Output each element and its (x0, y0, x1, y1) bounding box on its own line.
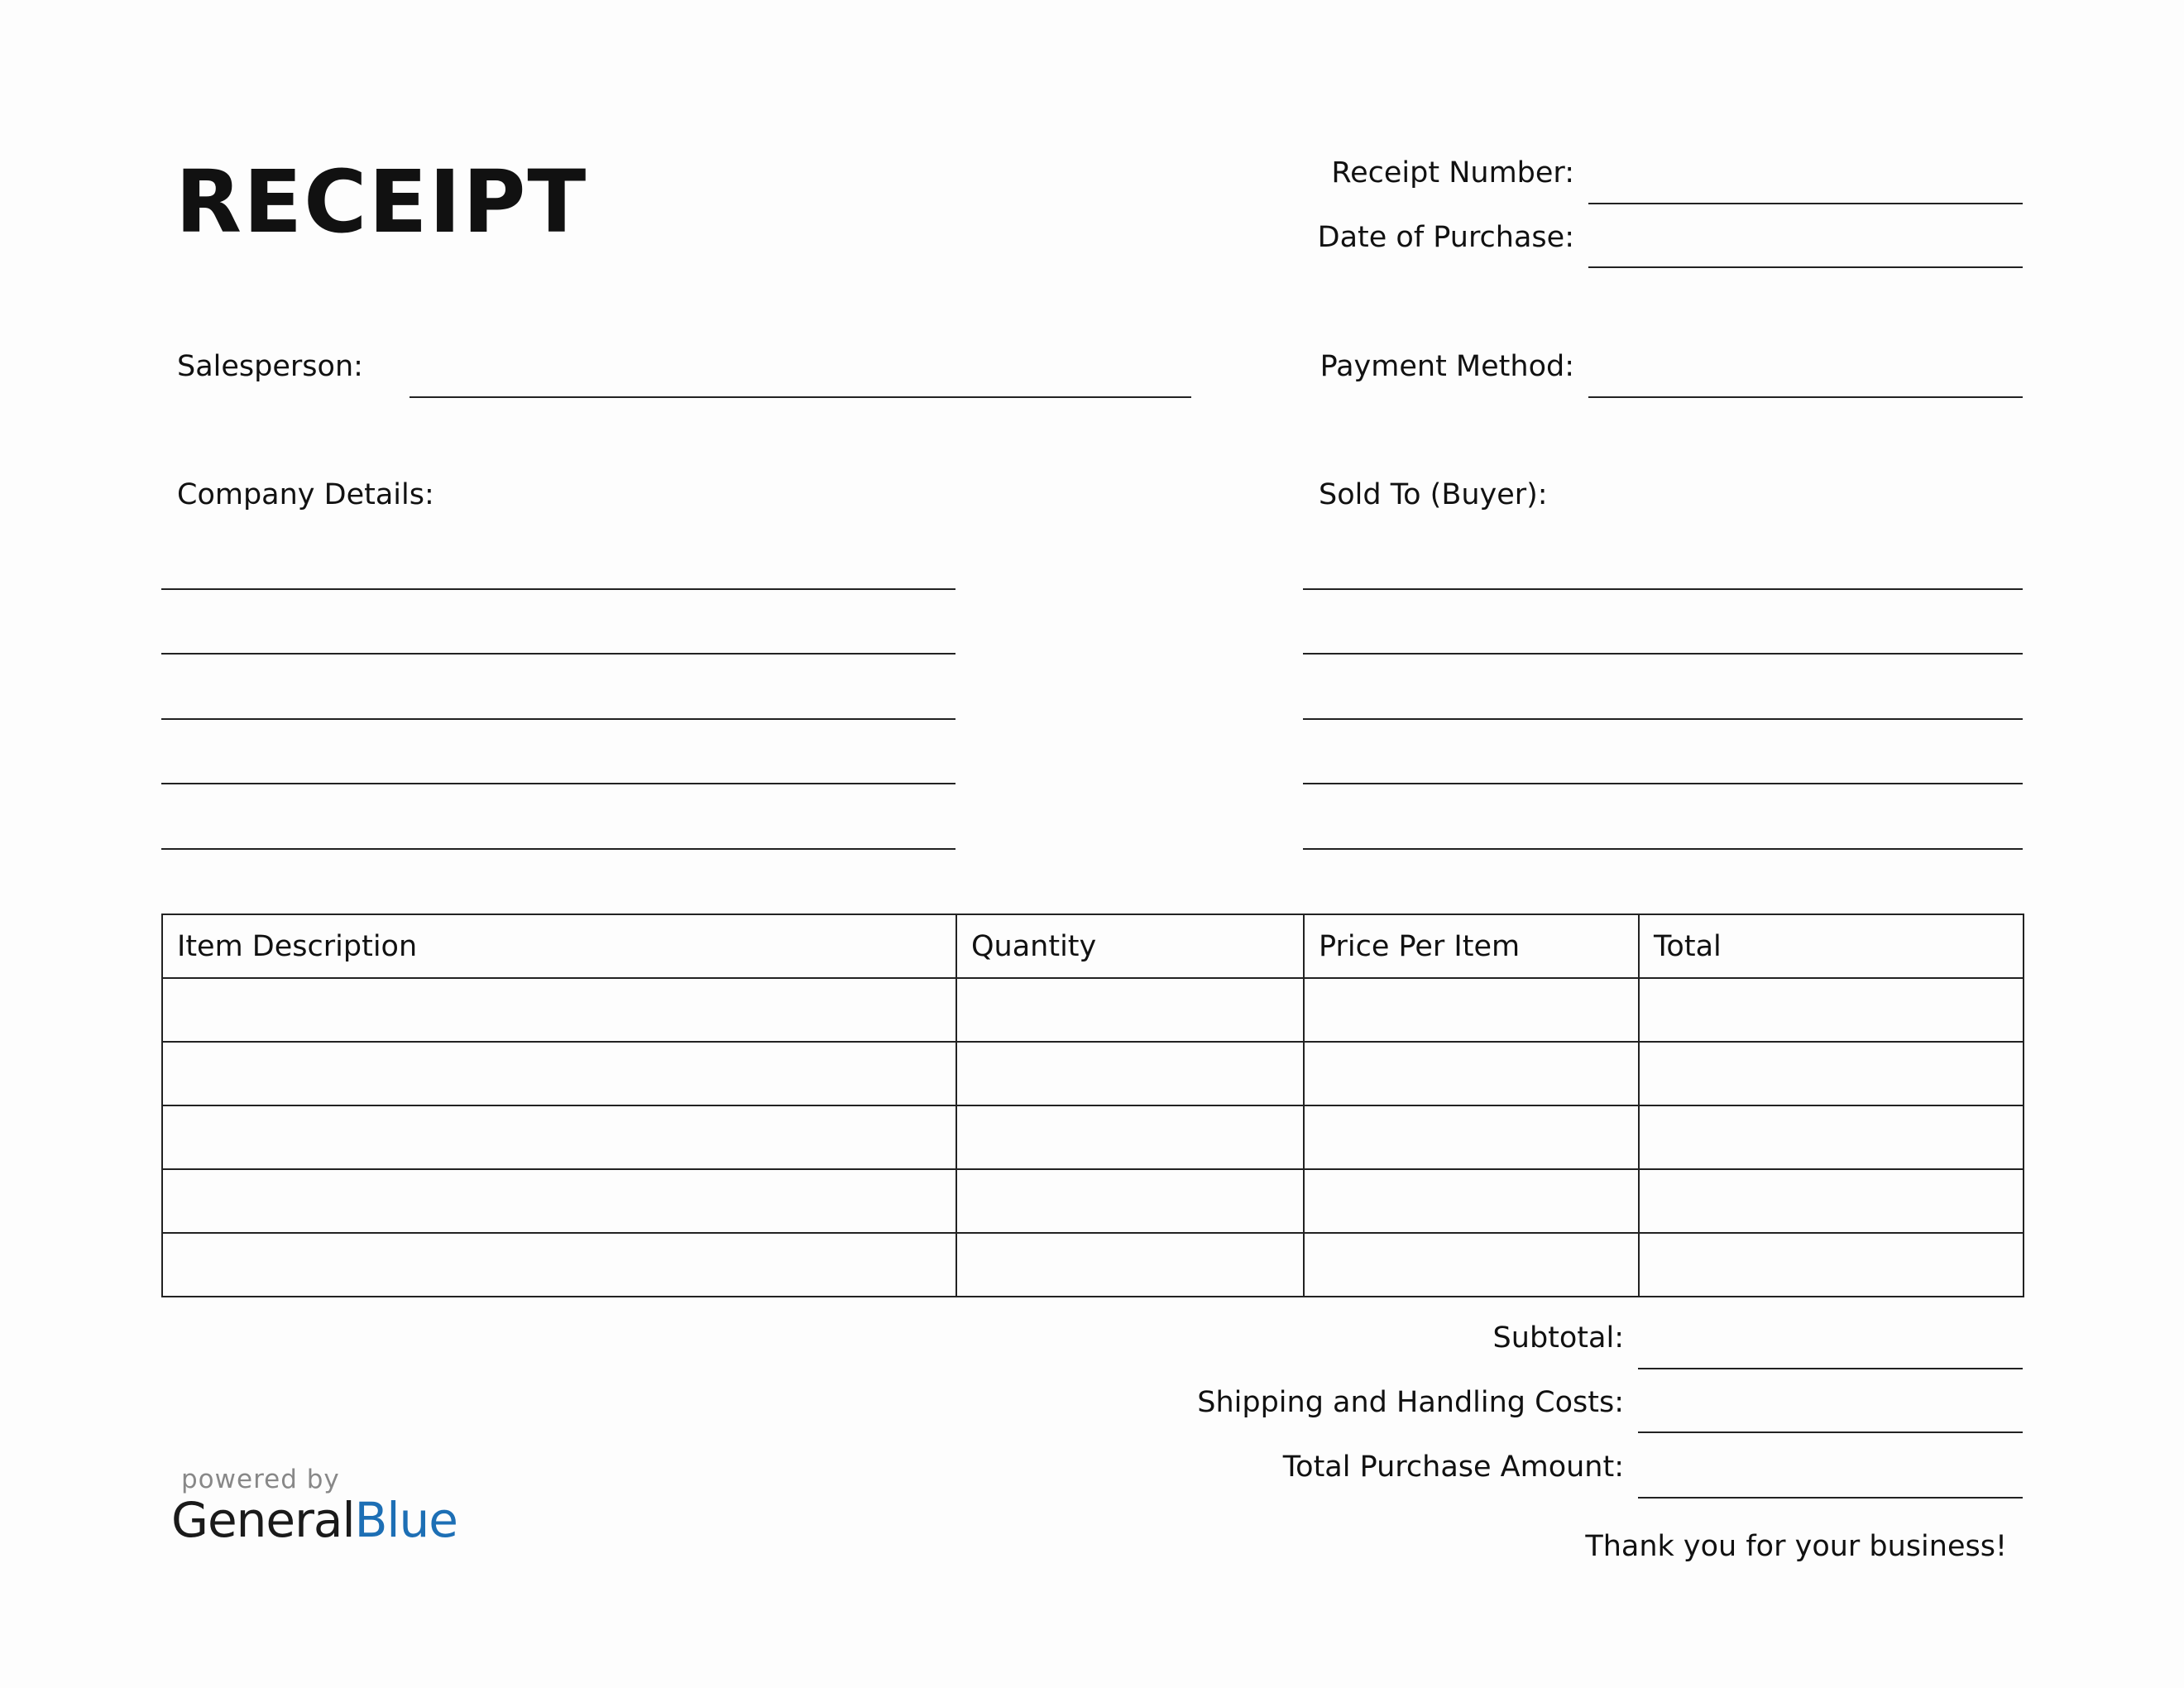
company-details-line[interactable] (161, 783, 956, 784)
total-cell[interactable] (1639, 1105, 2024, 1169)
company-details-label: Company Details: (177, 478, 434, 511)
quantity-cell[interactable] (956, 1042, 1304, 1105)
total-purchase-field[interactable] (1638, 1497, 2023, 1499)
shipping-field[interactable] (1638, 1431, 2023, 1433)
table-row (162, 1042, 2024, 1105)
generalblue-logo (171, 1492, 457, 1548)
company-details-line[interactable] (161, 653, 956, 655)
sold-to-label: Sold To (Buyer): (1319, 478, 1548, 511)
total-cell[interactable] (1639, 1233, 2024, 1297)
column-header-price-per-item: Price Per Item (1304, 914, 1639, 978)
quantity-cell[interactable] (956, 1105, 1304, 1169)
date-of-purchase-label: Date of Purchase: (1317, 221, 1574, 254)
column-header-total: Total (1639, 914, 2024, 978)
price-cell[interactable] (1304, 1105, 1639, 1169)
price-cell[interactable] (1304, 978, 1639, 1042)
table-row (162, 1169, 2024, 1233)
powered-by-text: powered by (181, 1465, 340, 1494)
table-header-row (162, 914, 2024, 978)
price-cell[interactable] (1304, 1233, 1639, 1297)
quantity-cell[interactable] (956, 1169, 1304, 1233)
payment-method-label: Payment Method: (1320, 350, 1574, 383)
buyer-details-line[interactable] (1303, 588, 2023, 590)
table-row (162, 1105, 2024, 1169)
company-details-line[interactable] (161, 718, 956, 720)
quantity-cell[interactable] (956, 978, 1304, 1042)
subtotal-field[interactable] (1638, 1368, 2023, 1369)
page-title: RECEIPT (175, 151, 588, 252)
price-cell[interactable] (1304, 1169, 1639, 1233)
company-details-line[interactable] (161, 848, 956, 850)
quantity-cell[interactable] (956, 1233, 1304, 1297)
payment-method-field[interactable] (1588, 396, 2023, 398)
total-cell[interactable] (1639, 1042, 2024, 1105)
thank-you-message: Thank you for your business! (1585, 1530, 2007, 1563)
receipt-number-field[interactable] (1588, 203, 2023, 204)
items-table (161, 914, 2024, 1297)
total-cell[interactable] (1639, 978, 2024, 1042)
buyer-details-line[interactable] (1303, 718, 2023, 720)
date-of-purchase-field[interactable] (1588, 266, 2023, 268)
shipping-label: Shipping and Handling Costs: (1197, 1386, 1624, 1419)
receipt-number-label: Receipt Number: (1331, 156, 1574, 189)
company-details-line[interactable] (161, 588, 956, 590)
column-header-item-description: Item Description (162, 914, 956, 978)
item-description-cell[interactable] (162, 1105, 956, 1169)
logo-blue: Blue (354, 1492, 457, 1548)
table-row (162, 978, 2024, 1042)
buyer-details-line[interactable] (1303, 783, 2023, 784)
item-description-cell[interactable] (162, 1169, 956, 1233)
item-description-cell[interactable] (162, 1042, 956, 1105)
price-cell[interactable] (1304, 1042, 1639, 1105)
subtotal-label: Subtotal: (1492, 1321, 1624, 1355)
total-cell[interactable] (1639, 1169, 2024, 1233)
logo-general: General (171, 1492, 355, 1548)
buyer-details-line[interactable] (1303, 653, 2023, 655)
item-description-cell[interactable] (162, 1233, 956, 1297)
column-header-quantity: Quantity (956, 914, 1304, 978)
salesperson-field[interactable] (410, 396, 1191, 398)
table-row (162, 1233, 2024, 1297)
buyer-details-line[interactable] (1303, 848, 2023, 850)
item-description-cell[interactable] (162, 978, 956, 1042)
salesperson-label: Salesperson: (177, 350, 363, 383)
total-purchase-label: Total Purchase Amount: (1282, 1451, 1624, 1484)
